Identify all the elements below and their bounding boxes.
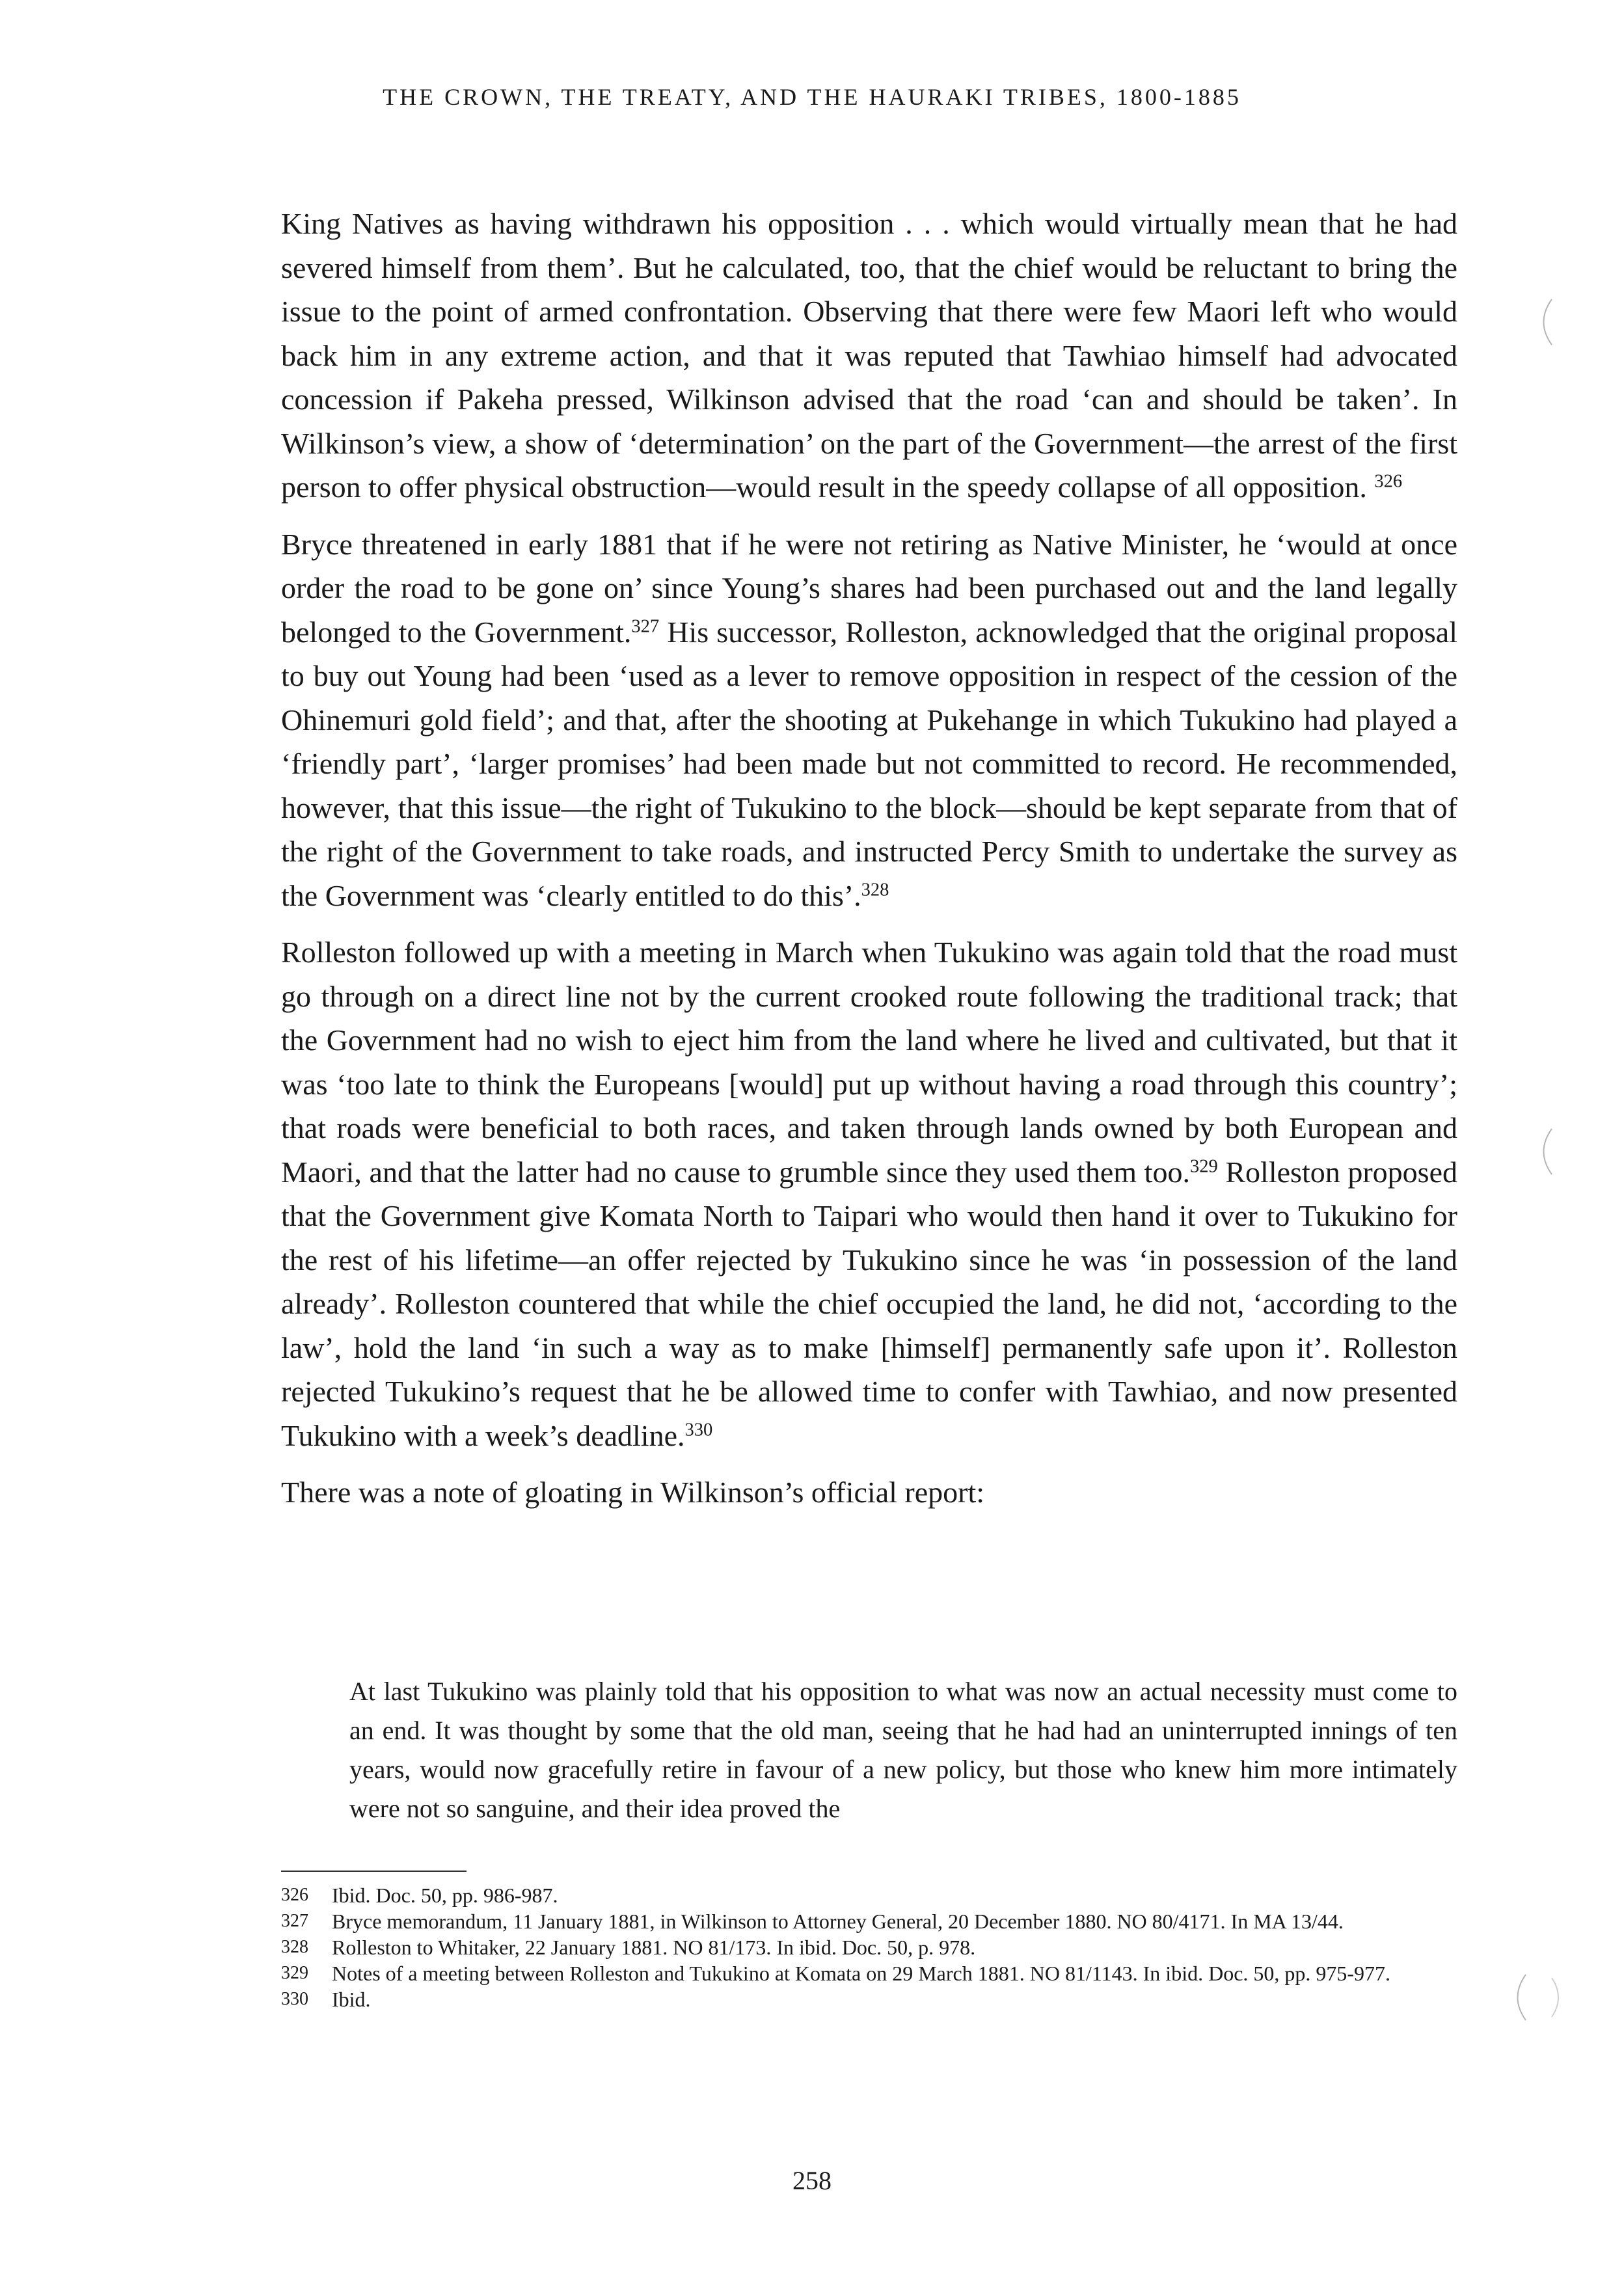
footnotes <box>281 1882 1457 2012</box>
binding-hole-mark <box>1506 1971 1571 2023</box>
block-quote: At last Tukukino was plainly told that his opposition to what was now an actual necessity must come to an end. It was thought by some that the old man, seeing that he had had an uninterrupted innings of ten years, would now gracefully retire in favour of a new policy, but those who knew him more intimately were not so sanguine, and their idea proved the <box>349 1677 1457 1823</box>
paragraph-1-text: King Natives as having withdrawn his opposition . . . which would virtually mean that he had severed himself from them’. But he calculated, too, that the chief would be reluctant to bring the issue to the point of armed confrontation. Observing that there were few Maori left who would back him in any extreme action, and that it was reputed that Tawhiao himself had advocated concession if Pakeha pressed, Wilkinson advised that the road ‘can and should be taken’. In Wilkinson’s view, a show of ‘determination’ on the part of the Government—the arrest of the first person to offer physical obstruction—would result in the speedy collapse of all opposition. <box>281 207 1457 504</box>
footnote-ref-329: 329 <box>1189 1155 1218 1176</box>
footnote-number: 327 <box>281 1911 308 1931</box>
footnote-ref-327: 327 <box>631 615 660 636</box>
running-head: THE CROWN, THE TREATY, AND THE HAURAKI TRIBES, 1800-1885 <box>383 84 1241 110</box>
footnote-328 <box>281 1934 1457 1960</box>
body-text <box>281 202 1457 1525</box>
footnote-number: 330 <box>281 1989 308 2009</box>
paragraph-2-text-a: Bryce threatened in early 1881 that if he were not retiring as Native Minister, he ‘would at once order the road to be gone on’ since Young’s shares had been purchased out and the land legally belonged to the Government. <box>281 527 1457 649</box>
footnote-ref-330: 330 <box>684 1419 713 1440</box>
footnote-number: 326 <box>281 1885 308 1905</box>
footnote-327 <box>281 1908 1457 1934</box>
binding-hole-mark <box>1532 1126 1558 1178</box>
footnote-rule <box>281 1871 467 1872</box>
footnote-329 <box>281 1960 1457 1986</box>
footnote-text: Notes of a meeting between Rolleston and Tukukino at Komata on 29 March 1881. NO 81/1143. In ibid. Doc. 50, pp. 975-977. <box>332 1962 1391 1985</box>
footnote-ref-326: 326 <box>1374 471 1403 492</box>
binding-hole-mark <box>1532 296 1558 348</box>
footnote-text: Bryce memorandum, 11 January 1881, in Wilkinson to Attorney General, 20 December 1880. NO 80/4171. In MA 13/44. <box>332 1910 1344 1933</box>
paragraph-2 <box>281 522 1457 918</box>
paragraph-3-text-b: Rolleston proposed that the Government give Komata North to Taipari who would then hand it over to Tukukino for the rest of his lifetime—an offer rejected by Tukukino since he was ‘in possession of the land already’. Rolleston countered that while the chief occupied the land, he did not, ‘according to the law’, hold the land ‘in such a way as to make [himself] permanently safe upon it’. Rolleston rejected Tukukino’s request that he be allowed time to confer with Tawhiao, and now presented Tukukino with a week’s deadline. <box>281 1155 1457 1452</box>
paragraph-1 <box>281 202 1457 509</box>
paragraph-2-text-b: His successor, Rolleston, acknowledged that the original proposal to buy out Young had been ‘used as a lever to remove opposition in respect of the cession of the Ohinemuri gold field’; and that, after the shooting at Pukehange in which Tukukino had played a ‘friendly part’, ‘larger promises’ had been made but not committed to record. He recommended, however, that this issue—the right of Tukukino to the block—should be kept separate from that of the right of the Government to take roads, and instructed Percy Smith to undertake the survey as the Government was ‘clearly entitled to do this’. <box>281 615 1458 912</box>
footnote-text: Ibid. <box>332 1988 371 2011</box>
footnote-326 <box>281 1882 1457 1908</box>
paragraph-3-text-a: Rolleston followed up with a meeting in March when Tukukino was again told that the road must go through on a direct line not by the current crooked route following the traditional track; that the Government had no wish to eject him from the land where he lived and cultivated, but that it was ‘too late to think the Europeans [would] put up without having a road through this country’; that roads were beneficial to both races, and taken through lands owned by both European and Maori, and that the latter had no cause to grumble since they used them too. <box>281 936 1457 1189</box>
footnote-text: Ibid. Doc. 50, pp. 986-987. <box>332 1884 558 1907</box>
footnote-number: 329 <box>281 1963 308 1983</box>
page-number: 258 <box>792 2166 832 2195</box>
footnote-ref-328: 328 <box>861 879 889 900</box>
footnote-number: 328 <box>281 1937 308 1957</box>
footnote-text: Rolleston to Whitaker, 22 January 1881. NO 81/173. In ibid. Doc. 50, p. 978. <box>332 1936 976 1959</box>
footnote-330 <box>281 1986 1457 2012</box>
paragraph-4: There was a note of gloating in Wilkinson’s official report: <box>281 1476 985 1509</box>
paragraph-3 <box>281 930 1457 1457</box>
